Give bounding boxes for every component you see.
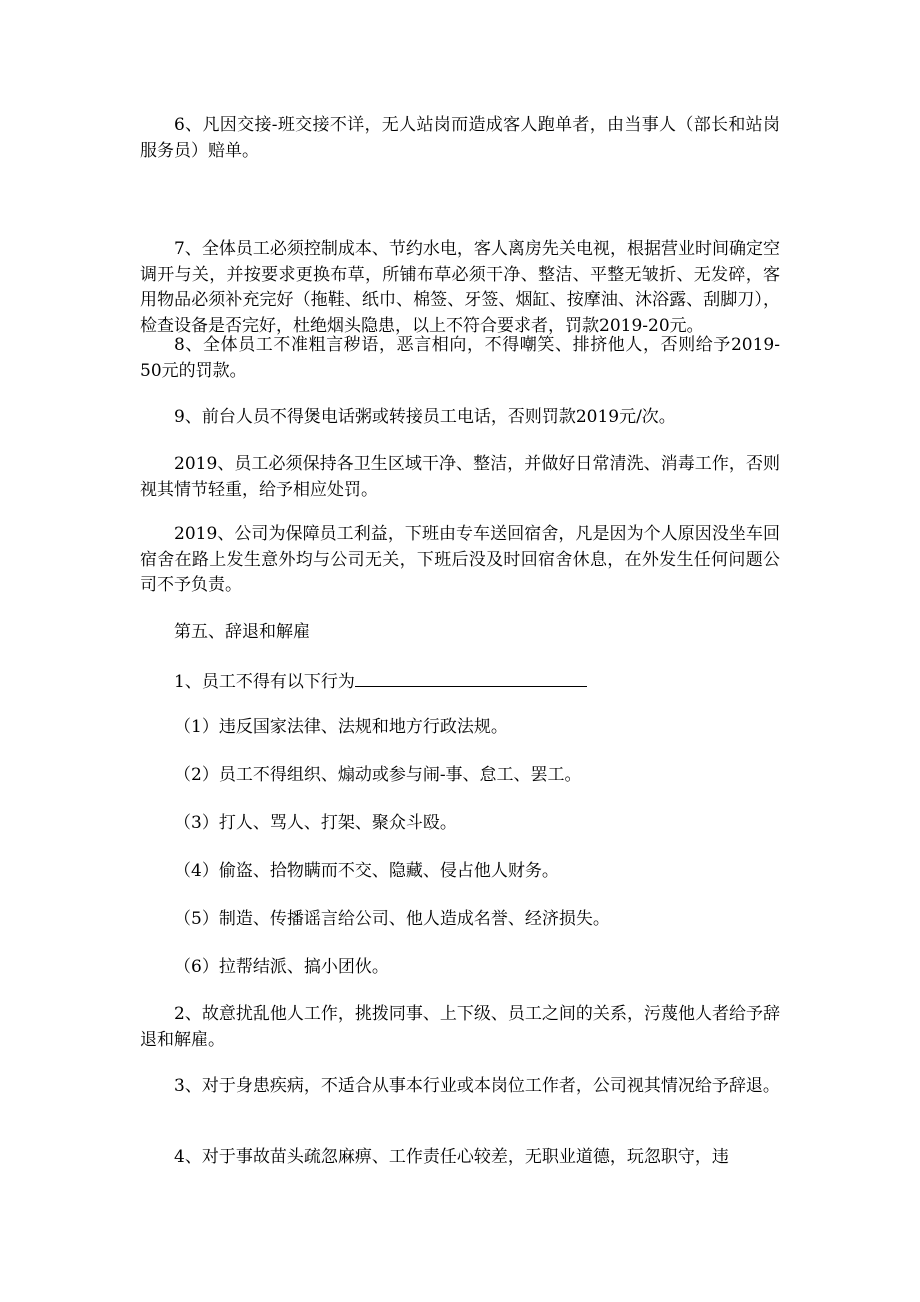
prohibited-item-1: （1）违反国家法律、法规和地方行政法规。: [174, 717, 508, 737]
prohibited-item-2: （2）员工不得组织、煽动或参与闹-事、怠工、罢工。: [174, 765, 582, 785]
prohibited-item-4: （4）偷盗、拾物瞒而不交、隐藏、侵占他人财务。: [174, 861, 559, 881]
prohibited-item-5: （5）制造、传播谣言给公司、他人造成名誉、经济损失。: [174, 909, 610, 929]
prohibited-item-6: （6）拉帮结派、搞小团伙。: [174, 957, 389, 977]
paragraph-rule-9: 9、前台人员不得煲电话粥或转接员工电话，否则罚款2019元/次。: [174, 407, 676, 427]
paragraph-dismissal-2: 2、故意扰乱他人工作，挑拨同事、上下级、员工之间的关系，污蔑他人者给予辞退和解雇。: [140, 1004, 780, 1050]
paragraph-prohibited-intro: [140, 668, 780, 696]
paragraph-rule-11: 2019、公司为保障员工利益，下班由专车送回宿舍，凡是因为个人原因没坐车回宿舍在路上发生意外均与公司无关，下班后没及时回宿舍休息，在外发生任何问题公司不予负责。: [140, 524, 780, 595]
prohibited-item-3: （3）打人、骂人、打架、聚众斗殴。: [174, 813, 457, 833]
paragraph-dismissal-3: 3、对于身患疾病，不适合从事本行业或本岗位工作者，公司视其情况给予辞退。: [174, 1076, 780, 1096]
section-heading-dismissal: 第五、辞退和解雇: [174, 622, 310, 642]
paragraph-rule-6: 6、凡因交接-班交接不详，无人站岗而造成客人跑单者，由当事人（部长和站岗服务员）赔单。: [140, 115, 780, 161]
paragraph-rule-8: 8、全体员工不准粗言秽语，恶言相向，不得嘲笑、排挤他人，否则给予2019-50元的罚款。: [140, 335, 780, 381]
prohibited-intro-text: 1、员工不得有以下行为: [174, 672, 355, 692]
paragraph-rule-7: 7、全体员工必须控制成本、节约水电，客人离房先关电视，根据营业时间确定空调开与关，并按要求更换布草，所铺布草必须干净、整洁、平整无皱折、无发碎，客用物品必须补充完好（拖鞋、纸巾、棉签、牙签、烟缸、按摩油、沐浴露、刮脚刀），检查设备是否完好，杜绝烟头隐患，以上不符合要求者，罚款2019-20元。: [140, 239, 780, 336]
paragraph-rule-10: 2019、员工必须保持各卫生区域干净、整洁，并做好日常清洗、消毒工作，否则视其情节轻重，给予相应处罚。: [140, 454, 780, 500]
paragraph-dismissal-4: 4、对于事故苗头疏忽麻痹、工作责任心较差，无职业道德，玩忽职守，违: [174, 1147, 729, 1167]
fill-in-blank-line: [355, 668, 587, 687]
